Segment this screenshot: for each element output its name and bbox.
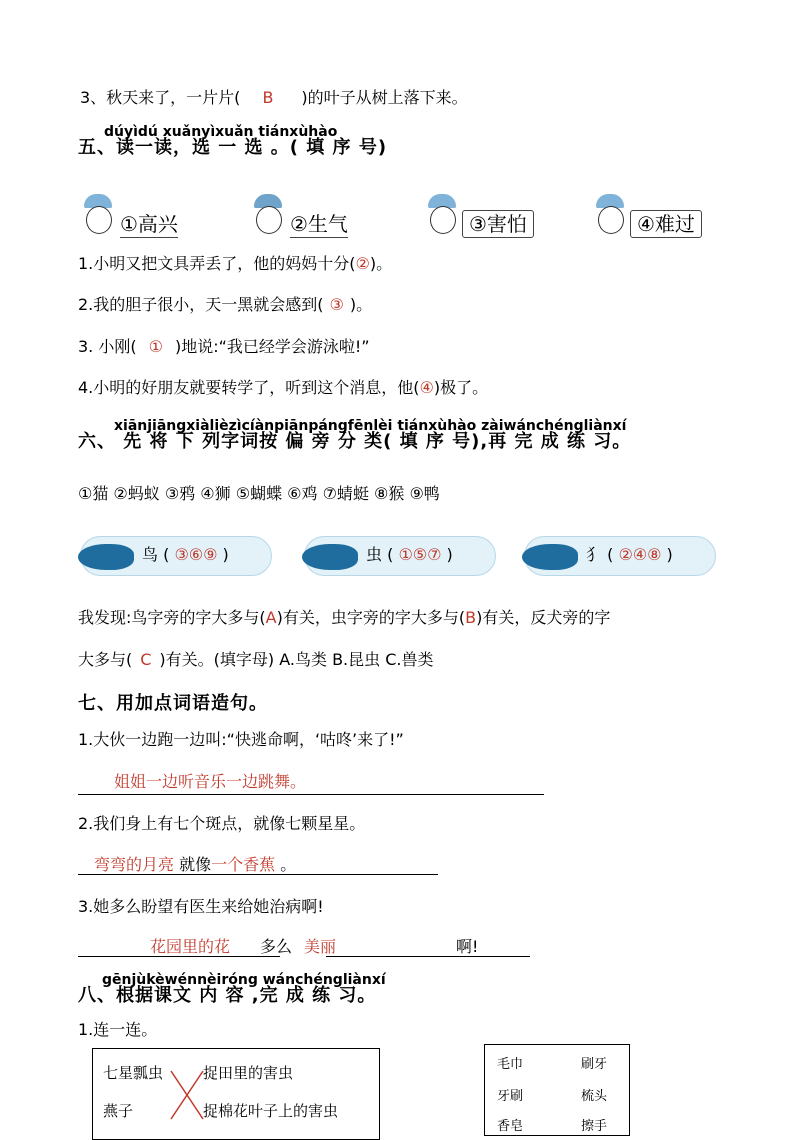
connect-box-right: 毛巾 刷牙 牙刷 梳头 香皂 擦手 (484, 1044, 630, 1136)
radical-group-dog: 犭 ( ②④⑧ ) (524, 530, 724, 578)
section-7-title: 七、用加点词语造句。 (78, 693, 268, 714)
radical-group-bird: 鸟 ( ③⑥⑨ ) (80, 530, 280, 578)
answer-1: 姐姐一边听音乐一边跳舞。 (114, 772, 307, 791)
question-3-line: 3、秋天来了，一片片( B )的叶子从树上落下来。 (80, 88, 468, 107)
answer-2: 弯弯的月亮 就像一个香蕉 。 (94, 855, 297, 874)
section-6-title: 六、 先 将 下 列字词按 偏 旁 分 类( 填 序 号),再 完 成 练 习。 (78, 431, 632, 452)
face-option-3: ③害怕 (424, 188, 534, 238)
section-8-pinyin: gēnjùkèwénnèiróng wánchéngliànxí (102, 972, 386, 988)
connect-instruction: 1.连一连。 (78, 1020, 158, 1039)
sec5-item-4: 4.小明的好朋友就要转学了，听到这个消息，他(④)极了。 (78, 378, 489, 397)
connect-lines (169, 1067, 205, 1123)
section-6-pinyin: xiānjiāngxiàlièzìcíànpiānpángfēnlèi tiánxùhào zàiwánchéngliànxí (114, 418, 627, 434)
word-list: ①猫 ②蚂蚁 ③鸦 ④狮 ⑤蝴蝶 ⑥鸡 ⑦蜻蜓 ⑧猴 ⑨鸭 (78, 484, 440, 503)
face-option-1: ①高兴 (80, 188, 178, 238)
sentence-3: 3.她多么盼望有医生来给她治病啊! (78, 897, 324, 916)
scared-kid-icon (424, 194, 460, 238)
whale-icon (78, 544, 134, 570)
discovery-line-2: 大多与( C )有关。(填字母) A.鸟类 B.昆虫 C.兽类 (78, 650, 434, 669)
whale-icon (522, 544, 578, 570)
answer-line (326, 956, 530, 957)
sentence-1: 1.大伙一边跑一边叫:“快逃命啊，‘咕咚’来了!” (78, 730, 404, 749)
answer-text: B (262, 88, 274, 107)
answer-line (78, 874, 438, 875)
happy-kid-icon (80, 194, 116, 238)
radical-group-insect: 虫 ( ①⑤⑦ ) (304, 530, 504, 578)
answer-line (78, 794, 544, 795)
connect-box-left: 七星瓢虫 捉田里的害虫 燕子 捉棉花叶子上的害虫 (92, 1048, 380, 1140)
sec5-item-1: 1.小明又把文具弄丢了，他的妈妈十分(②)。 (78, 254, 393, 273)
answer-3: 花园里的花 多么 美丽 啊! (150, 937, 479, 956)
emotion-options (80, 188, 720, 238)
whale-icon (302, 544, 358, 570)
sec5-item-2: 2.我的胆子很小，天一黑就会感到( ③ )。 (78, 295, 373, 314)
sentence-2: 2.我们身上有七个斑点，就像七颗星星。 (78, 814, 366, 833)
sad-kid-icon (592, 194, 628, 238)
section-8-title: 八、根据课文 内 容 ,完 成 练 习。 (78, 985, 377, 1006)
face-option-2: ②生气 (250, 188, 348, 238)
face-option-4: ④难过 (592, 188, 702, 238)
sec5-item-3: 3. 小刚( ① )地说:“我已经学会游泳啦!” (78, 337, 370, 356)
section-5-title: 五、读一读，选 一 选 。( 填 序 号) (78, 137, 388, 158)
discovery-line-1: 我发现:鸟字旁的字大多与(A)有关，虫字旁的字大多与(B)有关，反犬旁的字 (78, 608, 611, 627)
section-5-pinyin: dúyìdú xuǎnyìxuǎn tiánxùhào (104, 124, 338, 140)
answer-line (78, 956, 280, 957)
angry-kid-icon (250, 194, 286, 238)
